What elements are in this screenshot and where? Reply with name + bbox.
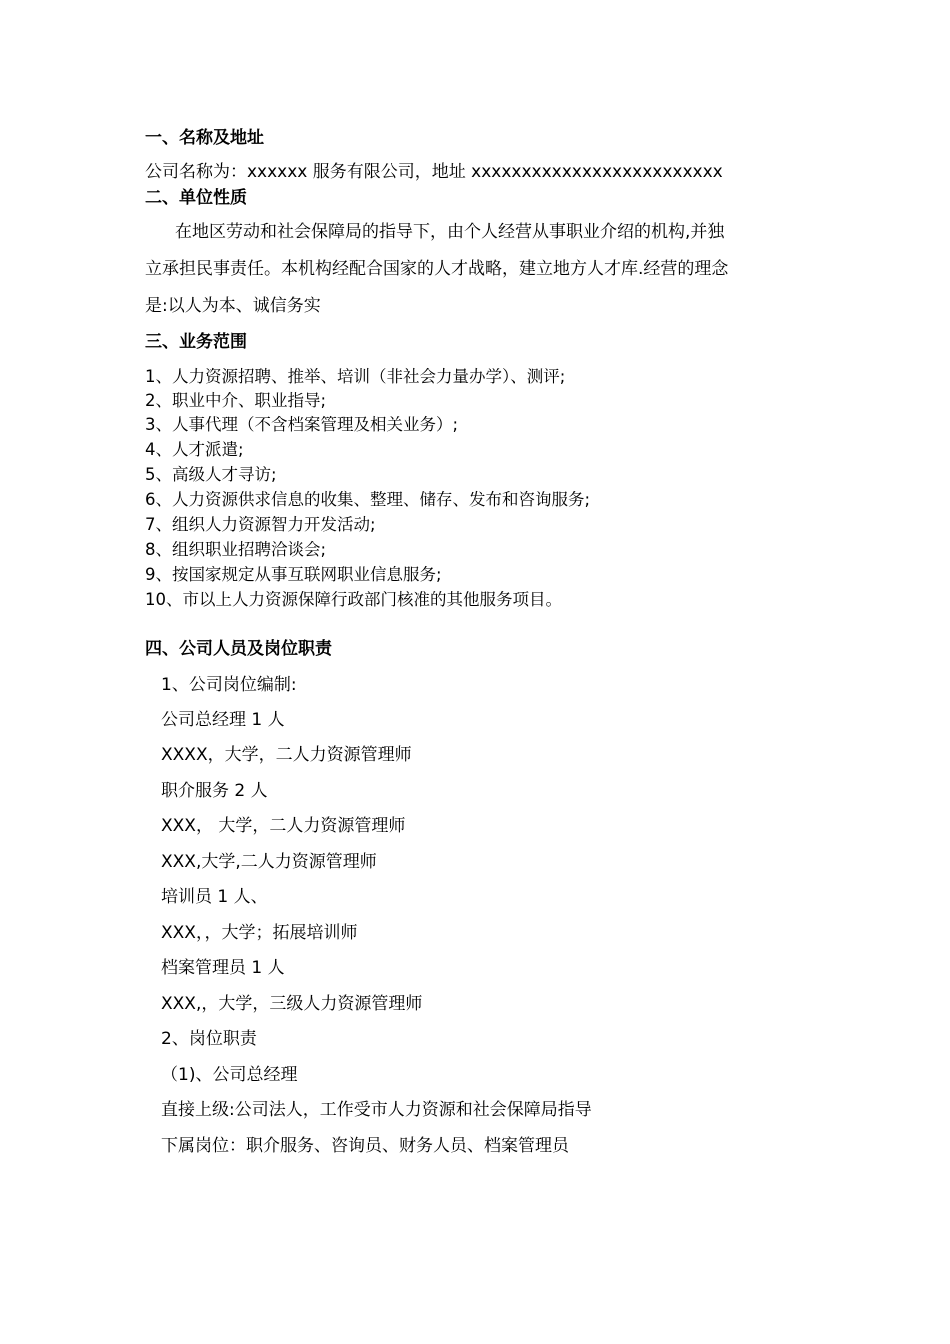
staff-line: （1)、公司总经理 <box>161 1065 298 1085</box>
company-name-address: 公司名称为：xxxxxx 服务有限公司，地址 xxxxxxxxxxxxxxxxxxxxxxxxx <box>145 162 723 182</box>
staff-line: 直接上级:公司法人，工作受市人力资源和社会保障局指导 <box>161 1100 592 1120</box>
staff-line: XXX,大学,二人力资源管理师 <box>161 852 377 872</box>
staff-line: 培训员 1 人、 <box>161 887 268 907</box>
section-heading-3: 三、业务范围 <box>145 332 247 352</box>
nature-paragraph-line-1: 在地区劳动和社会保障局的指导下，由个人经营从事职业介绍的机构,并独 <box>175 222 725 242</box>
business-item: 8、组织职业招聘洽谈会; <box>145 540 327 559</box>
section-heading-2: 二、单位性质 <box>145 188 247 208</box>
business-item: 2、职业中介、职业指导; <box>145 391 327 410</box>
staff-line: 公司总经理 1 人 <box>161 710 285 730</box>
nature-paragraph-line-3: 是:以人为本、诚信务实 <box>145 296 321 316</box>
staff-line: XXX，，大学；拓展培训师 <box>161 923 358 943</box>
business-item: 4、人才派遣; <box>145 440 244 459</box>
staff-line: 2、岗位职责 <box>161 1029 257 1049</box>
staff-line: XXXX，大学，二人力资源管理师 <box>161 745 412 765</box>
staff-line: 档案管理员 1 人 <box>161 958 285 978</box>
business-item: 3、人事代理（不含档案管理及相关业务）; <box>145 415 459 434</box>
nature-paragraph-line-2: 立承担民事责任。本机构经配合国家的人才战略，建立地方人才库.经营的理念 <box>145 259 729 279</box>
section-heading-4: 四、公司人员及岗位职责 <box>145 639 332 659</box>
business-item: 9、按国家规定从事互联网职业信息服务; <box>145 565 442 584</box>
staff-line: 下属岗位：职介服务、咨询员、财务人员、档案管理员 <box>161 1136 569 1156</box>
business-item: 1、人力资源招聘、推举、培训（非社会力量办学）、测评; <box>145 367 566 386</box>
business-item: 7、组织人力资源智力开发活动; <box>145 515 376 534</box>
staff-line: 职介服务 2 人 <box>161 781 268 801</box>
section-heading-1: 一、名称及地址 <box>145 128 264 148</box>
business-item: 5、高级人才寻访; <box>145 465 277 484</box>
staff-line: XXX,，大学，三级人力资源管理师 <box>161 994 423 1014</box>
business-item: 10、市以上人力资源保障行政部门核准的其他服务项目。 <box>145 590 562 609</box>
staff-line: 1、公司岗位编制: <box>161 675 297 695</box>
business-item: 6、人力资源供求信息的收集、整理、储存、发布和咨询服务; <box>145 490 591 509</box>
staff-line: XXX， 大学，二人力资源管理师 <box>161 816 406 836</box>
